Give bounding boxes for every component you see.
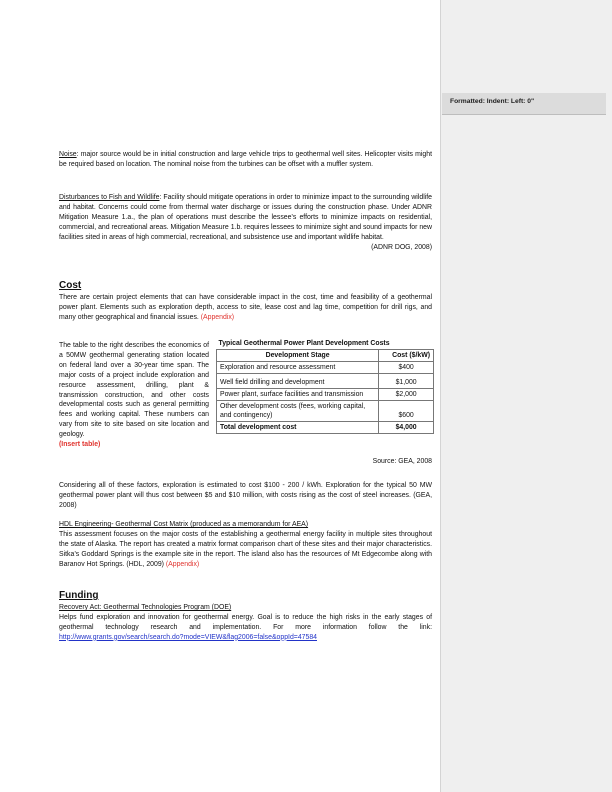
- cost-heading: Cost: [59, 280, 82, 291]
- table-cell-stage: Power plant, surface facilities and transmission: [217, 389, 379, 401]
- formatting-comment-text: Formatted: Indent: Left: 0": [450, 98, 535, 105]
- table-cell-stage: Well field drilling and development: [217, 374, 379, 389]
- table-row: [217, 374, 434, 389]
- noise-paragraph: [59, 150, 432, 170]
- cost-intro-paragraph: [59, 293, 432, 323]
- column-header-cost: Cost ($/kW): [379, 350, 434, 362]
- hdl-title: HDL Engineering- Geothermal Cost Matrix (produced as a memorandum for AEA): [59, 521, 309, 528]
- table-cell-cost: $400: [379, 362, 434, 374]
- table-total-row: [217, 422, 434, 434]
- table-total-label: Total development cost: [217, 422, 379, 434]
- column-header-stage: Development Stage: [217, 350, 379, 362]
- table-cell-cost: $2,000: [379, 389, 434, 401]
- table-row: [217, 362, 434, 374]
- wildlife-paragraph: [59, 193, 432, 252]
- development-costs-table: [216, 338, 434, 434]
- cost-table-description-text: The table to the right describes the economics of a 50MW geothermal generating station located on federal land over a 30-year time span. The major costs of a project include exploration and resource assessment, drilling, plant & transmission construction, and other costs developmental costs such as general permitting fees and working capital. These numbers can vary from site to site based on site location and geology.: [59, 342, 209, 439]
- cost-table-description: [59, 341, 209, 450]
- grants-gov-link[interactable]: http://www.grants.gov/search/search.do?mode=VIEW&flag2006=false&oppId=47584: [59, 633, 317, 641]
- wildlife-text: : Facility should mitigate operations in order to minimize impact to the surrounding wildlife and habitat. Concerns could come from thermal water discharge or issues during the construction phase. Under ADNR Mitigation Measure 1.a., the plan of operations must describe the lessee’s efforts to minimize impacts on residential, commercial, and recreational areas. Mitigation Measure 1.b. requires lessees to minimize sight and sound impacts for new facilities sited in areas of high commercial, recreational, and subsistence use and important wildlife habitat.: [59, 194, 432, 241]
- formatting-comment-balloon[interactable]: [442, 93, 606, 115]
- funding-text: Helps fund exploration and innovation for geothermal energy. Goal is to reduce the high risks in the early stages of geothermal technology research and implementation. For more information follow the link:: [59, 613, 432, 631]
- hdl-text: This assessment focuses on the major costs of the establishing a geothermal energy facility in multiple sites throughout the state of Alaska. The report has created a matrix format comparison chart of these sites and their major characteristics. Sitka’s Goddard Springs is the example site in the report. The island also has the resources of Mt Edgecombe along with Baranov Hot Springs. (HDL, 2009): [59, 530, 432, 568]
- insert-table-note: (Insert table): [59, 441, 101, 449]
- table-cell-stage: Other development costs (fees, working capital, and contingency): [217, 401, 379, 422]
- table-title: Typical Geothermal Power Plant Development Costs: [217, 338, 434, 350]
- table-title-row: [217, 338, 434, 350]
- comment-margin-pane: [440, 0, 612, 792]
- wildlife-title: Disturbances to Fish and Wildlife: [59, 194, 160, 201]
- table-row: [217, 401, 434, 422]
- wildlife-citation: (ADNR DOG, 2008): [371, 243, 432, 251]
- table-row: [217, 389, 434, 401]
- table-total-value: $4,000: [379, 422, 434, 434]
- exploration-cost-paragraph: Considering all of these factors, exploration is estimated to cost $100 - 200 / kWh. Exploration for the typical 50 MW geothermal power plant will thus cost between $5 and $10 million, with costs rising as the cost of steel increases. (GEA, 2008): [59, 482, 432, 509]
- cost-appendix-note: (Appendix): [200, 313, 235, 321]
- hdl-appendix-note: (Appendix): [165, 560, 200, 568]
- table-cell-cost: $1,000: [379, 374, 434, 389]
- funding-heading: Funding: [59, 590, 99, 601]
- noise-title: Noise: [59, 151, 77, 158]
- funding-program-title: Recovery Act: Geothermal Technologies Program (DOE): [59, 604, 232, 611]
- table-cell-stage: Exploration and resource assessment: [217, 362, 379, 374]
- table-header-row: [217, 350, 434, 362]
- noise-text: : major source would be in initial construction and large vehicle trips to geothermal well sites. Helicopter visits might be required based on location. The nominal noise from the turbines can be offset with a muffler system.: [59, 151, 432, 168]
- cost-intro-text: There are certain project elements that can have considerable impact in the cost, time and feasibility of a geothermal power plant. Elements such as exploration depth, access to site, lease cost and lag time, competition for drill rigs, and many other geographical and financial issues.: [59, 294, 432, 321]
- table-cell-cost: $600: [379, 401, 434, 422]
- funding-section: [59, 603, 432, 643]
- hdl-section: [59, 520, 432, 570]
- table-source: Source: GEA, 2008: [372, 458, 432, 465]
